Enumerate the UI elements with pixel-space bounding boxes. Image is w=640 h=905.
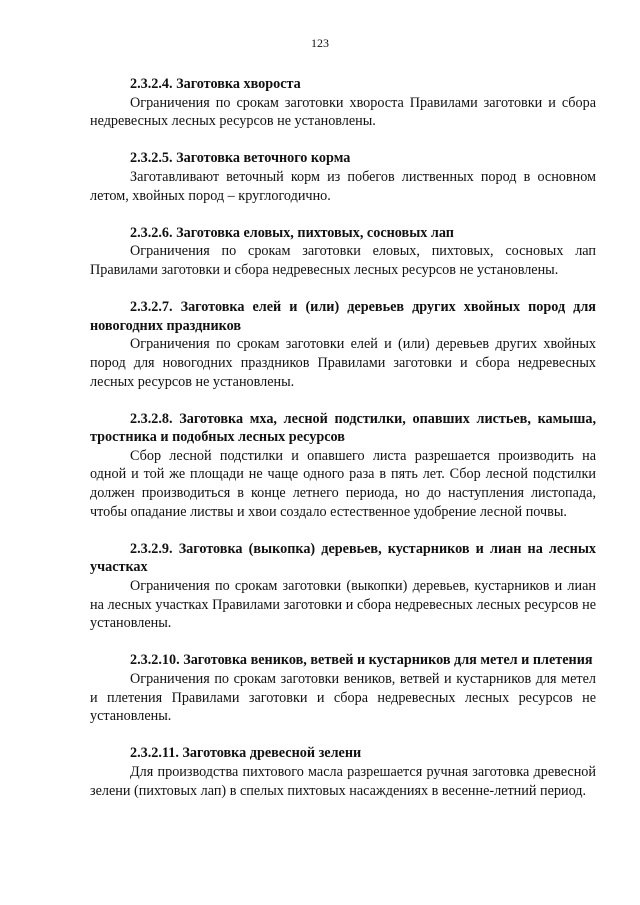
section-heading: 2.3.2.4. Заготовка хвороста xyxy=(130,76,301,92)
section-heading: 2.3.2.7. Заготовка елей и (или) деревьев других хвойных пород для новогодних праздников xyxy=(90,299,596,334)
section-text: Ограничения по срокам заготовки хвороста Правилами заготовки и сбора недревесных лесных ресурсов не установлены. xyxy=(90,94,596,130)
paragraph-gap xyxy=(90,131,596,150)
section-2-3-2-4 xyxy=(90,75,596,131)
section-heading: 2.3.2.5. Заготовка веточного корма xyxy=(130,150,351,167)
section-text: Заготавливают веточный корм из побегов лиственных пород в основном летом, хвойных пород – круглогодично. xyxy=(90,168,596,204)
section-2-3-2-6 xyxy=(90,224,596,280)
paragraph-gap xyxy=(90,726,596,745)
paragraph-gap xyxy=(90,280,596,299)
paragraph-gap xyxy=(90,521,596,540)
section-text: Сбор лесной подстилки и опавшего листа разрешается производить на одной и той же площади не чаще одного раза в пять лет. Сбор лесной подстилки должен производиться в конце летнего периода, но до наступления листопада, чтобы опадание листвы и хвои создало естественное удобрение лесной почвы. xyxy=(90,447,596,520)
paragraph-gap xyxy=(90,391,596,410)
section-heading: 2.3.2.9. Заготовка (выкопка) деревьев, кустарников и лиан на лесных участках xyxy=(90,540,596,576)
section-2-3-2-8 xyxy=(90,410,596,522)
section-heading: 2.3.2.11. Заготовка древесной зелени xyxy=(130,745,362,762)
section-2-3-2-5 xyxy=(90,149,596,205)
paragraph-gap xyxy=(90,205,596,224)
section-2-3-2-10 xyxy=(90,651,596,725)
section-2-3-2-7 xyxy=(90,298,596,391)
section-heading: 2.3.2.6. Заготовка еловых, пихтовых, сосновых лап xyxy=(130,224,454,241)
section-text: Для производства пихтового масла разрешается ручная заготовка древесной зелени (пихтовых лап) в спелых пихтовых насаждениях в весенне-летний период. xyxy=(90,763,596,799)
page-number: 123 xyxy=(311,36,329,50)
section-heading: 2.3.2.8. Заготовка мха, лесной подстилки, опавших листьев, камыша, тростника и подобных лесных ресурсов xyxy=(90,410,596,446)
section-text: Ограничения по срокам заготовки (выкопки) деревьев, кустарников и лиан на лесных участках Правилами заготовки и сбора недревесных лесных ресурсов не установлены. xyxy=(90,578,596,632)
section-text: Ограничения по срокам заготовки елей и (или) деревьев других хвойных пород для новогодних праздников Правилами заготовки и сбора недревесных лесных ресурсов не установлены. xyxy=(90,336,596,390)
document-body xyxy=(90,75,596,800)
section-heading: 2.3.2.10. Заготовка веников, ветвей и кустарников для метел и плетения xyxy=(130,652,593,669)
paragraph-gap xyxy=(90,633,596,652)
section-2-3-2-11 xyxy=(90,744,596,800)
section-text: Ограничения по срокам заготовки еловых, пихтовых, сосновых лап Правилами заготовки и сбора недревесных лесных ресурсов не установлены. xyxy=(90,243,596,278)
section-2-3-2-9 xyxy=(90,540,596,633)
section-text: Ограничения по срокам заготовки веников, ветвей и кустарников для метел и плетения Правилами заготовки и сбора недревесных лесных ресурсов не установлены. xyxy=(90,671,596,725)
